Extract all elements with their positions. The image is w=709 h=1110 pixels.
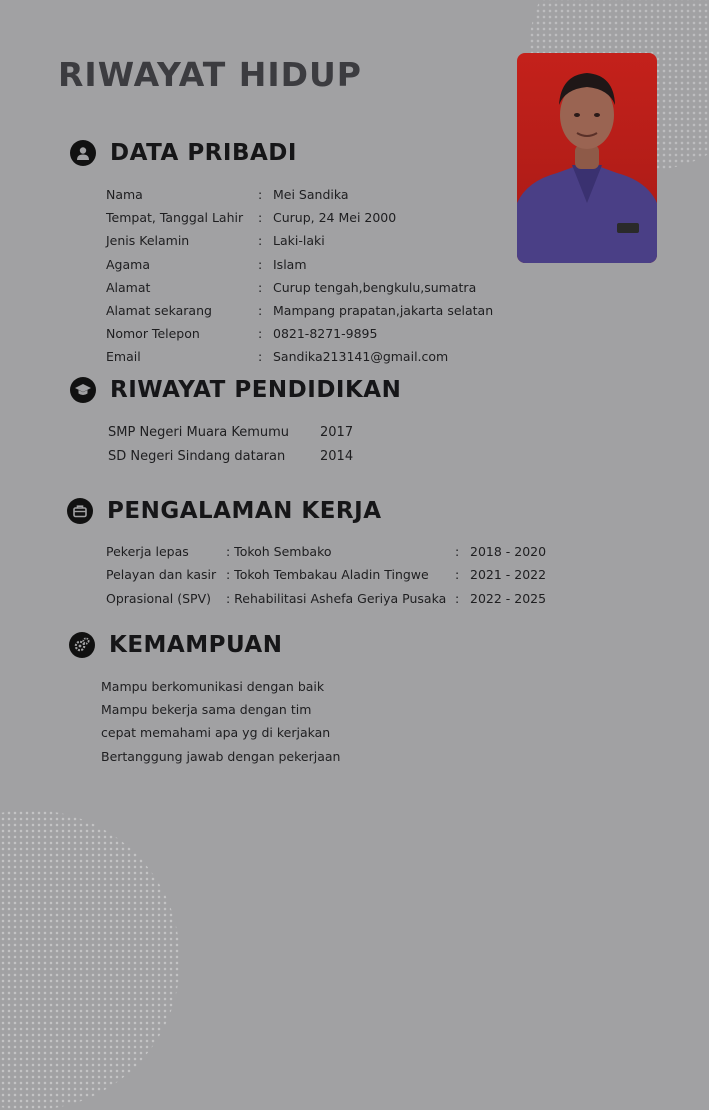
personal-colon: : [258,349,263,365]
section-skills-title: KEMAMPUAN [109,632,283,658]
profile-photo [517,53,657,263]
section-skills-header [69,632,283,658]
section-personal-title: DATA PRIBADI [110,140,297,166]
work-colon: : [455,590,460,606]
work-colon: : [455,544,460,559]
personal-value: 0821-8271-9895 [273,326,378,342]
education-school: SD Negeri Sindang dataran [108,449,286,464]
personal-value: Mei Sandika [273,187,349,202]
personal-value: Islam [273,256,307,272]
education-year: 2017 [320,425,354,440]
skill-item: cepat memahami apa yg di kerjakan [101,725,331,741]
briefcase-icon [67,498,93,524]
work-years: 2022 - 2025 [470,590,547,606]
work-role: Pekerja lepas [106,544,189,559]
personal-row-current-address [106,302,526,325]
personal-data-list [106,186,526,372]
personal-label: Email [106,349,141,365]
personal-value: Mampang prapatan,jakarta selatan [273,302,494,318]
section-personal-header [70,140,297,166]
personal-value: Laki-laki [273,233,325,249]
education-row [108,448,353,472]
work-place: : Tokoh Sembako [226,544,332,559]
education-year: 2014 [320,449,354,464]
personal-label: Alamat sekarang [106,302,212,318]
personal-label: Nomor Telepon [106,326,200,342]
work-years: 2018 - 2020 [470,544,547,559]
education-school: SMP Negeri Muara Kemumu [108,425,290,440]
personal-label: Nama [106,187,143,202]
work-colon: : [455,567,460,583]
work-years: 2021 - 2022 [470,567,547,583]
personal-colon: : [258,279,263,295]
personal-colon: : [258,256,263,272]
page-title: RIWAYAT HIDUP [58,55,362,94]
user-icon [70,140,96,166]
personal-row-email [106,348,526,371]
personal-colon: : [258,210,263,226]
work-place: : Tokoh Tembakau Aladin Tingwe [226,567,429,583]
section-education-title: RIWAYAT PENDIDIKAN [110,377,402,403]
skill-item: Mampu bekerja sama dengan tim [101,702,312,718]
section-education-header [70,377,401,403]
work-role: Pelayan dan kasir [106,567,217,583]
personal-row-religion [106,256,526,279]
graduation-cap-icon [70,377,96,403]
gears-icon [69,632,95,658]
personal-value: Curup, 24 Mei 2000 [273,210,397,226]
education-row [108,424,353,448]
work-row [106,566,566,589]
section-work-title: PENGALAMAN KERJA [107,498,382,524]
personal-colon: : [258,187,263,202]
personal-colon: : [258,233,263,249]
personal-row-nama [106,186,526,209]
personal-label: Jenis Kelamin [106,233,190,249]
personal-row-birth [106,209,526,232]
work-place: : Rehabilitasi Ashefa Geriya Pusaka [226,590,447,606]
personal-colon: : [258,326,263,342]
personal-value: Sandika213141@gmail.com [273,349,449,365]
personal-label: Tempat, Tanggal Lahir [106,210,244,226]
personal-label: Alamat [106,279,151,295]
personal-row-phone [106,325,526,348]
skill-item: Bertanggung jawab dengan pekerjaan [101,748,341,764]
personal-value: Curup tengah,bengkulu,sumatra [273,279,477,295]
personal-label: Agama [106,256,150,272]
work-experience-list [106,543,566,613]
work-row [106,590,566,613]
education-list [108,424,353,472]
section-work-header [67,498,382,524]
personal-colon: : [258,302,263,318]
skills-list [101,678,340,771]
work-role: Oprasional (SPV) [106,590,212,606]
personal-row-address [106,279,526,302]
decorative-dots-bottom-left [0,810,180,1110]
skill-item: Mampu berkomunikasi dengan baik [101,679,325,694]
personal-row-gender [106,232,526,255]
work-row [106,543,566,566]
